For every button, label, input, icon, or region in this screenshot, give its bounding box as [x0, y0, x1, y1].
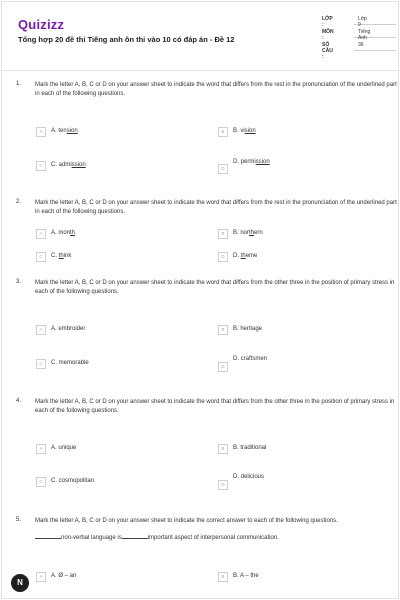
question-2-number: 2.: [16, 199, 22, 205]
option-label: D. craftsmen: [233, 356, 268, 362]
option-checkbox[interactable]: C: [36, 477, 46, 487]
option-checkbox[interactable]: B: [218, 325, 228, 335]
meta-subject-label: MÔN :: [322, 29, 334, 41]
question-5-number: 5.: [16, 517, 22, 523]
option-label: C. memorable: [51, 360, 89, 366]
option-label: A. embroider: [51, 326, 86, 332]
option-checkbox[interactable]: C: [36, 359, 46, 369]
option-checkbox[interactable]: B: [218, 127, 228, 137]
question-5-text: Mark the letter A, B, C or D on your answer sheet to indicate the correct answer to each of the following questions.: [35, 518, 338, 524]
question-1-text: Mark the letter A, B, C or D on your answer sheet to indicate the word that differs from the rest in the pronunciation of the underlined part in each of the following questions.: [35, 82, 397, 97]
meta-grade-label: LỚP :: [322, 16, 333, 28]
meta-count-label: SỐ CÂU :: [322, 42, 333, 60]
question-5-sentence: non-verbal language is important aspect of interpersonal communication.: [35, 535, 279, 541]
blank-line: [122, 538, 148, 539]
option-label: B. A – the: [233, 573, 259, 579]
option-label: D. permission: [233, 159, 270, 165]
option-label: A. tension: [51, 128, 78, 134]
option-checkbox[interactable]: A: [36, 444, 46, 454]
option-checkbox[interactable]: D: [218, 252, 228, 262]
option-checkbox[interactable]: D: [218, 164, 228, 174]
option-label: C. cosmopolitan: [51, 478, 95, 484]
floating-n-button[interactable]: N: [11, 574, 29, 592]
question-3-text: Mark the letter A, B, C or D on your answer sheet to indicate the word that differs from the other three in the position of primary stress in each of the following questions.: [35, 280, 395, 295]
option-checkbox[interactable]: D: [218, 362, 228, 372]
question-4-text: Mark the letter A, B, C or D on your answer sheet to indicate the word that differs from the other three in the position of primary stress in each of the following questions.: [35, 399, 395, 414]
meta-subject-value: Tiếng Anh: [358, 29, 371, 41]
option-checkbox[interactable]: A: [36, 229, 46, 239]
option-label: D. theme: [233, 253, 258, 259]
question-4-number: 4.: [16, 398, 22, 404]
option-label: B. northern: [233, 230, 263, 236]
option-checkbox[interactable]: A: [36, 325, 46, 335]
option-label: B. traditional: [233, 445, 267, 451]
option-label: C. admission: [51, 162, 86, 168]
option-checkbox[interactable]: C: [36, 252, 46, 262]
document-title: Tổng hợp 20 đề thi Tiếng anh ôn thi vào 10 có đáp án - Đề 12: [18, 35, 235, 44]
blank-line: [35, 538, 61, 539]
question-1-number: 1.: [16, 81, 22, 87]
meta-grade-value: Lớp 9: [358, 16, 367, 28]
quizizz-logo[interactable]: Quizizz: [18, 17, 65, 32]
option-checkbox[interactable]: B: [218, 572, 228, 582]
option-checkbox[interactable]: B: [218, 444, 228, 454]
option-checkbox[interactable]: A: [36, 127, 46, 137]
option-label: B. heritage: [233, 326, 263, 332]
option-checkbox[interactable]: C: [36, 161, 46, 171]
option-checkbox[interactable]: D: [218, 480, 228, 490]
option-label: A. unique: [51, 445, 77, 451]
option-label: A. Ø – an: [51, 573, 77, 579]
option-label: D. delicious: [233, 474, 265, 480]
worksheet-page: [1, 1, 399, 599]
option-checkbox[interactable]: B: [218, 229, 228, 239]
meta-count-value: 36: [358, 42, 364, 48]
option-label: B. vision: [233, 128, 256, 134]
option-label: A. month: [51, 230, 76, 236]
question-2-text: Mark the letter A, B, C or D on your answer sheet to indicate the word that differs from the rest in the pronunciation of the underlined part in each of the following questions.: [35, 200, 397, 215]
question-3-number: 3.: [16, 279, 22, 285]
meta-line: [354, 50, 396, 51]
header-divider: [2, 70, 399, 71]
option-checkbox[interactable]: A: [36, 572, 46, 582]
option-label: C. think: [51, 253, 72, 259]
